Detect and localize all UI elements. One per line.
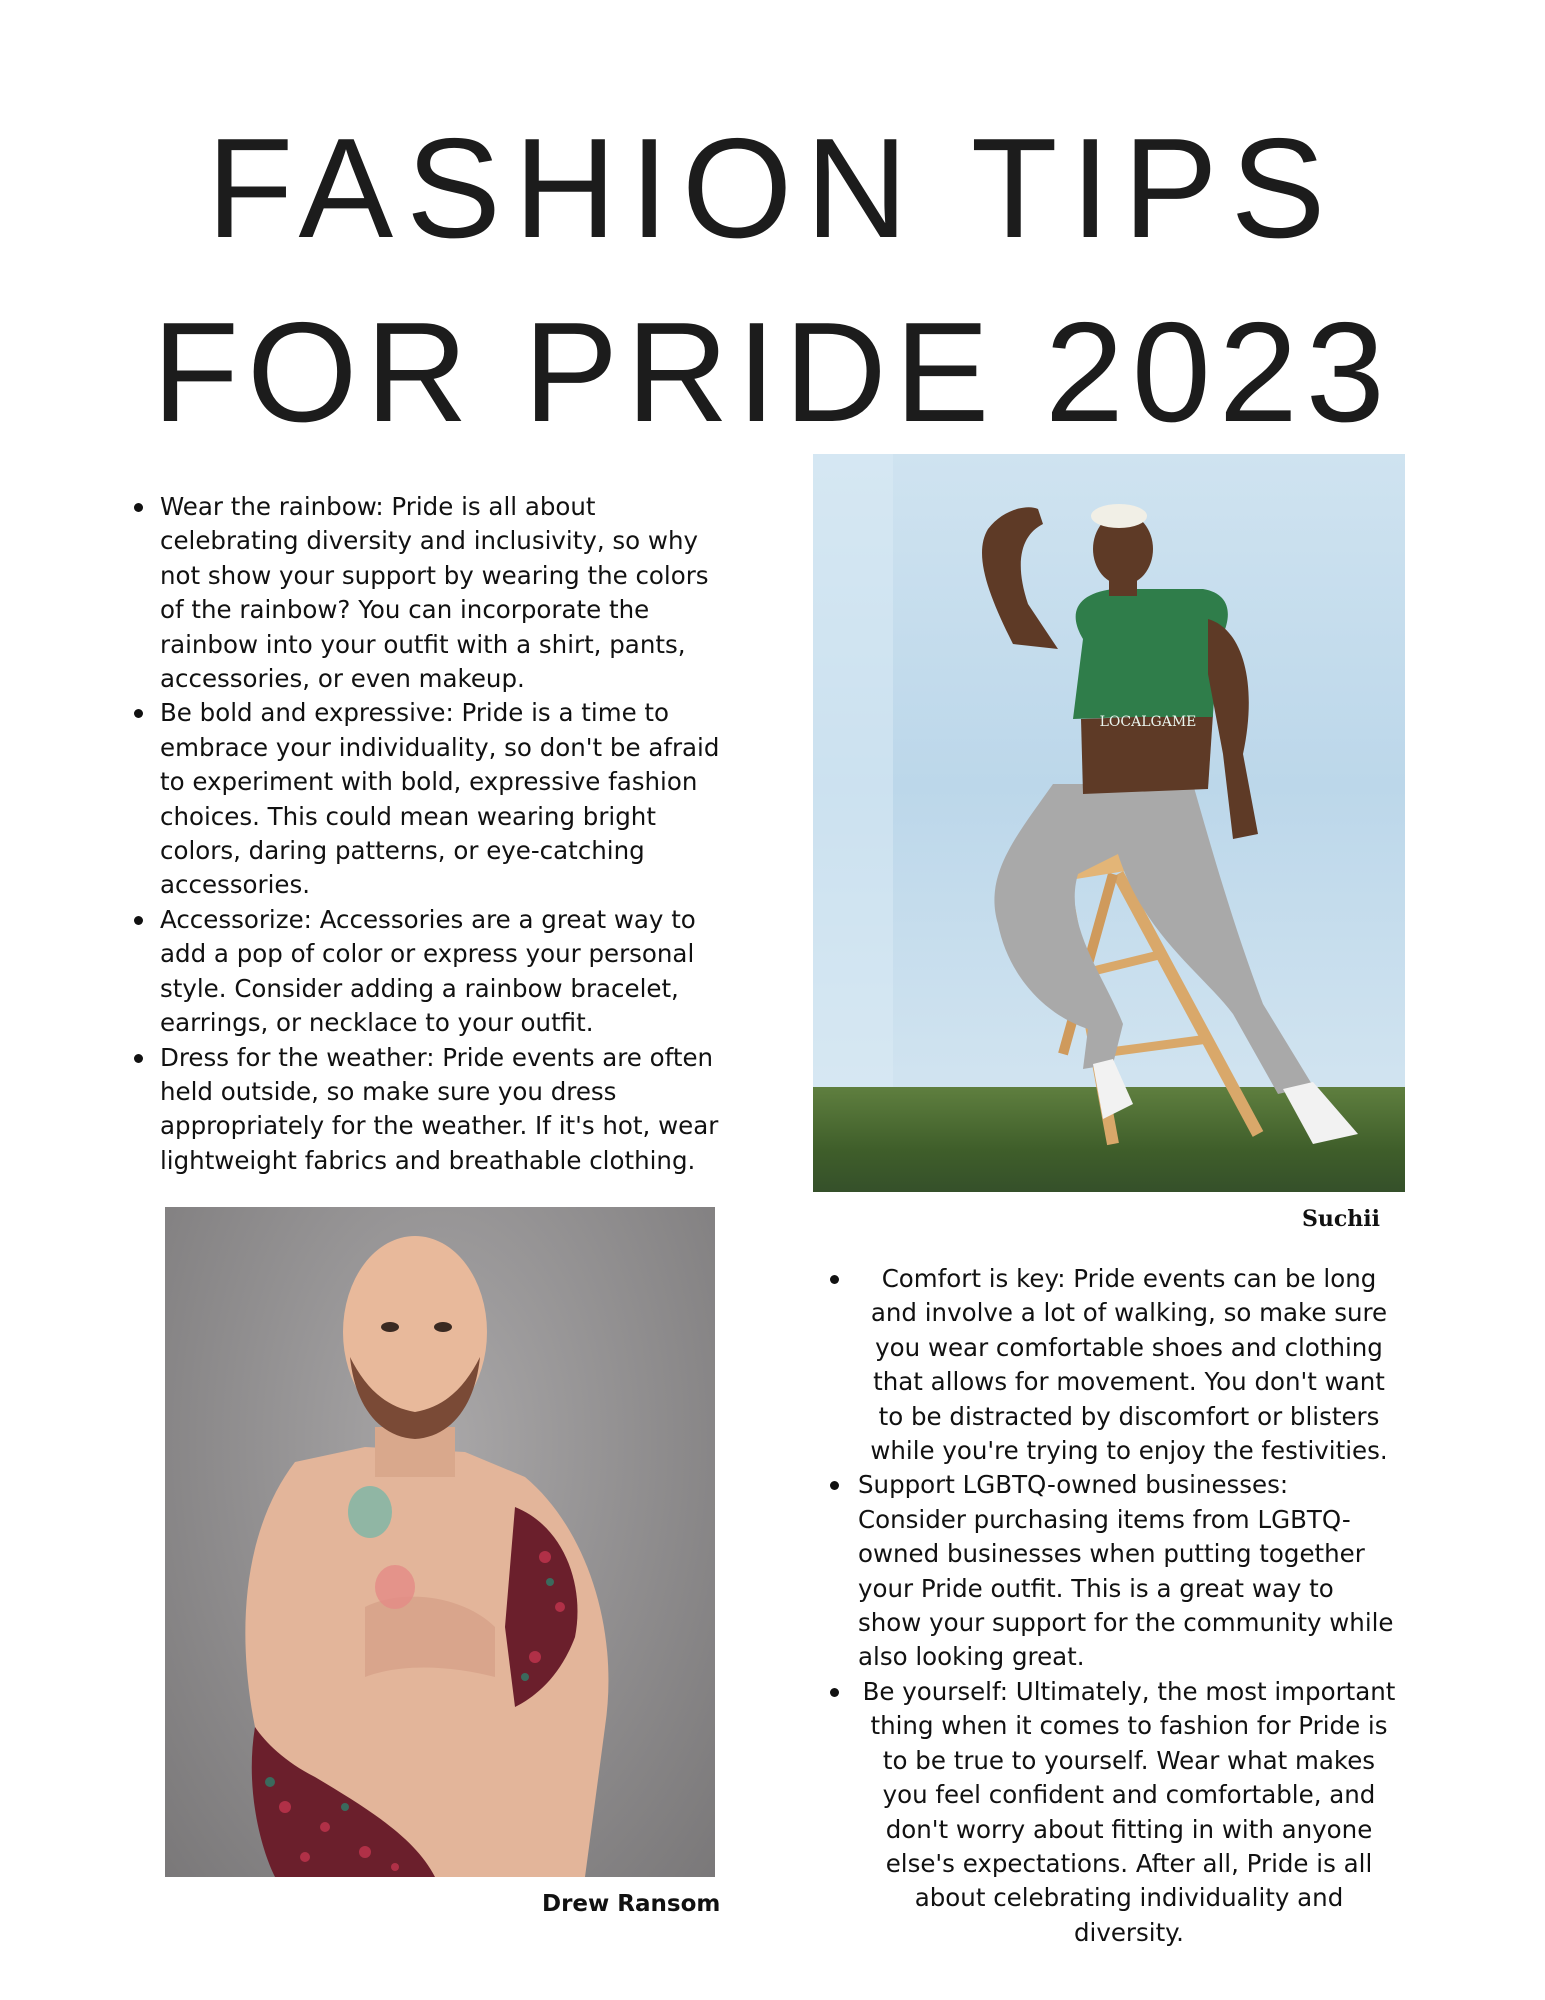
page-title-line-2: FOR PRIDE 2023 (152, 293, 1393, 452)
photo-caption-drew-ransom: Drew Ransom (542, 1891, 721, 1917)
photo-drew-ransom (165, 1207, 715, 1877)
tank-top-print-text: LOCALGAME (1099, 714, 1197, 730)
tips-list-right (858, 1262, 1400, 1950)
portrait-illustration (165, 1207, 715, 1877)
photo-suchii (813, 454, 1405, 1192)
photo-caption-suchii: Suchii (1302, 1206, 1380, 1232)
list-item: Be yourself: Ultimately, the most important thing when it comes to fashion for Pride is to be true to yourself. Wear what makes you feel confident and comfortable, and don't worry about fitting in with anyone else's expectations. After all, Pride is all about celebrating individuality and diversity. (858, 1675, 1400, 1950)
list-item: Comfort is key: Pride events can be long and involve a lot of walking, so make sure you wear comfortable shoes and clothing that allows for movement. You don't want to be distracted by discomfort or blisters while you're trying to enjoy the festivities. (858, 1262, 1400, 1468)
tips-list-left (160, 490, 720, 1178)
list-item: Dress for the weather: Pride events are often held outside, so make sure you dress appropriately for the weather. If it's hot, wear lightweight fabrics and breathable clothing. (160, 1041, 720, 1179)
list-item: Support LGBTQ-owned businesses: Consider purchasing items from LGBTQ-owned businesses when putting together your Pride outfit. This is a great way to show your support for the community while also looking great. (858, 1468, 1400, 1674)
model-illustration (813, 454, 1405, 1192)
list-item: Be bold and expressive: Pride is a time to embrace your individuality, so don't be afraid to experiment with bold, expressive fashion choices. This could mean wearing bright colors, daring patterns, or eye-catching accessories. (160, 696, 720, 902)
list-item: Accessorize: Accessories are a great way to add a pop of color or express your personal style. Consider adding a rainbow bracelet, earrings, or necklace to your outfit. (160, 903, 720, 1041)
page-title-line-1: FASHION TIPS (206, 109, 1339, 268)
list-item: Wear the rainbow: Pride is all about celebrating diversity and inclusivity, so why not show your support by wearing the colors of the rainbow? You can incorporate the rainbow into your outfit with a shirt, pants, accessories, or even makeup. (160, 490, 720, 696)
